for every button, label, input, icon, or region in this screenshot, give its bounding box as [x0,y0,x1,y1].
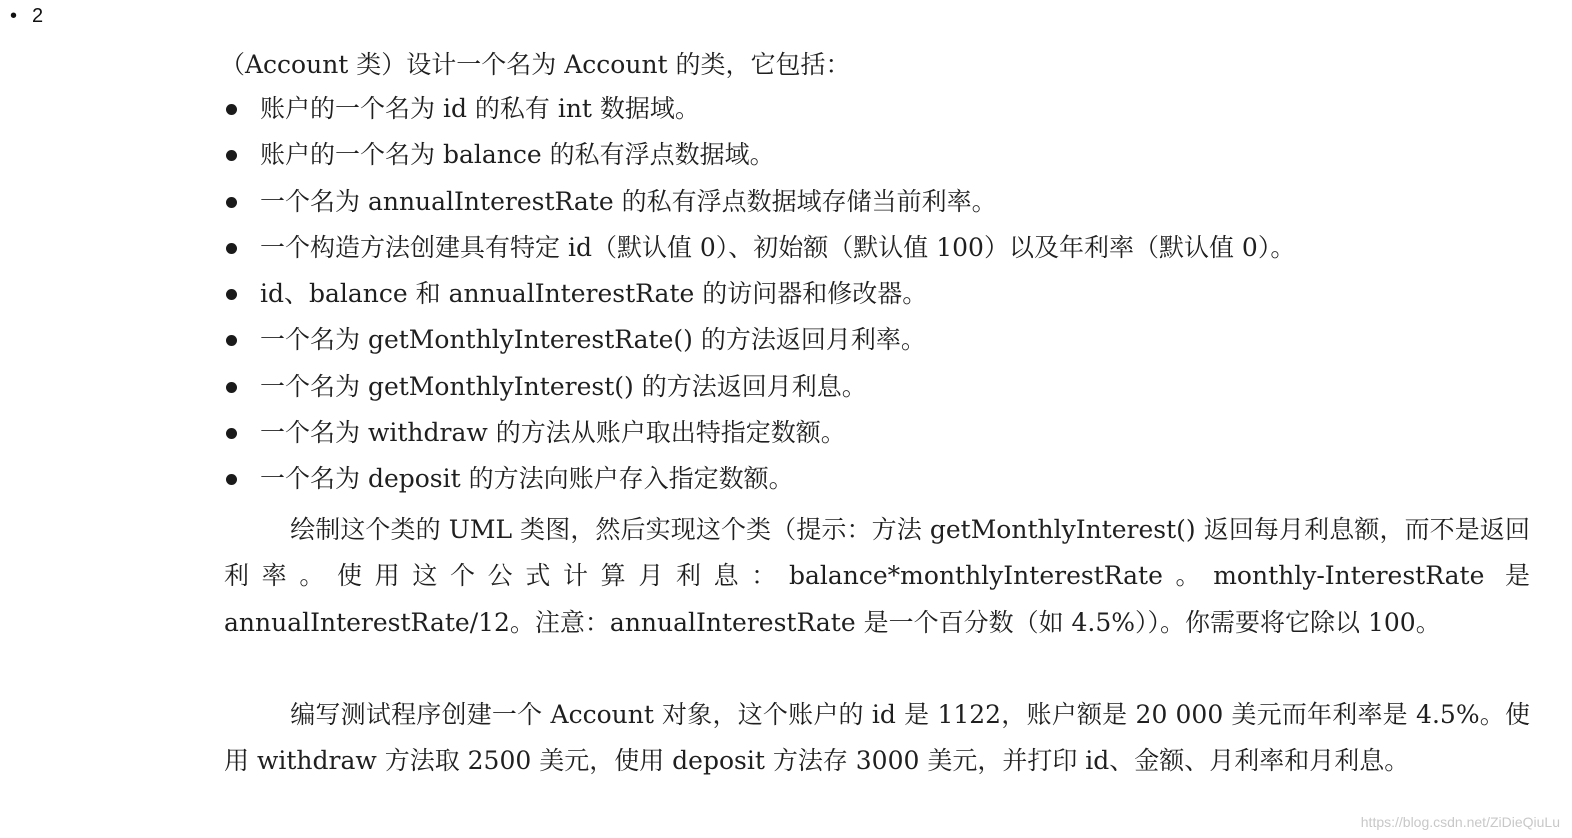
watermark: https://blog.csdn.net/ZiDieQiuLu [1360,814,1560,830]
test-program-paragraph: 编写测试程序创建一个 Account 对象，这个账户的 id 是 1122，账户额是 20 000 美元而年利率是 4.5%。使用 withdraw 方法取 2500 美元，使用 deposit 方法存 3000 美元，并打印 id、金额、月利率和月利息。 [224,700,1530,776]
list-item: 一个构造方法创建具有特定 id（默认值 0）、初始额（默认值 100）以及年利率（默认值 0）。 [220,230,1295,276]
list-item: 账户的一个名为 id 的私有 int 数据域。 [220,91,1295,137]
list-item: 一个名为 getMonthlyInterest() 的方法返回月利息。 [220,369,1295,415]
exercise-intro: （Account 类）设计一个名为 Account 的类，它包括： [220,50,851,79]
bullet-icon [226,289,237,300]
list-item: 账户的一个名为 balance 的私有浮点数据域。 [220,137,1295,183]
list-item: 一个名为 withdraw 的方法从账户取出特指定数额。 [220,415,1295,461]
requirements-list [220,91,1295,508]
bullet-icon [226,428,237,439]
bullet-icon [226,335,237,346]
list-item-number [10,5,43,28]
bullet-icon [226,197,237,208]
list-item: 一个名为 annualInterestRate 的私有浮点数据域存储当前利率。 [220,184,1295,230]
list-number: 2 [32,5,44,27]
bullet-icon [226,474,237,485]
list-item: 一个名为 deposit 的方法向账户存入指定数额。 [220,461,1295,507]
bullet-icon [226,243,237,254]
list-item: 一个名为 getMonthlyInterestRate() 的方法返回月利率。 [220,322,1295,368]
bullet-dot-icon: • [10,5,18,27]
bullet-icon [226,382,237,393]
list-item: id、balance 和 annualInterestRate 的访问器和修改器。 [220,276,1295,322]
bullet-icon [226,104,237,115]
uml-instructions-paragraph: 绘制这个类的 UML 类图，然后实现这个类（提示：方法 getMonthlyInterest() 返回每月利息额，而不是返回利率。使用这个公式计算月利息：balance*monthlyInterestRate。monthly-InterestRate 是 annualInterestRate/12。注意：annualInterestRate 是一个百分数（如 4.5%））。你需要将它除以 100。 [224,515,1530,637]
bullet-icon [226,150,237,161]
